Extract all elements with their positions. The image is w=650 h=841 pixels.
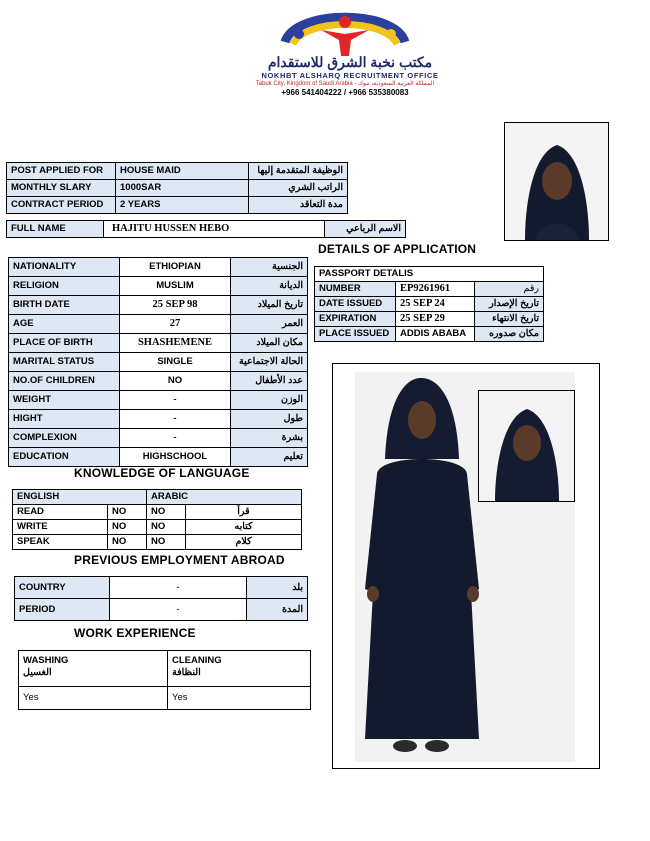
- table-row: [19, 687, 311, 710]
- table-row: [9, 391, 308, 410]
- personal-value: -: [120, 410, 231, 429]
- table-row: [315, 267, 544, 282]
- full-body-photo: [332, 363, 600, 769]
- table-row: [315, 312, 544, 327]
- personal-label-ar: طول: [231, 410, 308, 429]
- personal-value: -: [120, 391, 231, 410]
- personal-label-ar: الديانة: [231, 277, 308, 296]
- personal-label-ar: تعليم: [231, 448, 308, 467]
- personal-label: MARITAL STATUS: [9, 353, 120, 372]
- language-skill: WRITE: [13, 520, 108, 535]
- table-row: [9, 353, 308, 372]
- table-row: [13, 520, 302, 535]
- portrait-person-icon: [505, 123, 608, 240]
- previous-label-ar: بلد: [247, 577, 308, 599]
- personal-value: 27: [120, 315, 231, 334]
- language-skill-ar: كتابه: [186, 520, 302, 535]
- work-item-label: CLEANING: [172, 655, 222, 666]
- passport-label-ar: مكان صدوره: [475, 327, 544, 342]
- table-row: [7, 180, 348, 197]
- table-row: [13, 505, 302, 520]
- language-title: KNOWLEDGE OF LANGUAGE: [74, 466, 250, 480]
- personal-label: AGE: [9, 315, 120, 334]
- inset-portrait-photo: [478, 390, 575, 502]
- table-row: [15, 577, 308, 599]
- full-name-label: FULL NAME: [7, 221, 104, 238]
- work-item-label-ar: النظافة: [172, 666, 201, 678]
- personal-label-ar: بشرة: [231, 429, 308, 448]
- full-name-label-ar: الاسم الرباعي: [325, 221, 406, 238]
- language-english-value: NO: [108, 520, 147, 535]
- passport-label-ar: تاريخ الإصدار: [475, 297, 544, 312]
- work-item-value: Yes: [19, 687, 168, 710]
- work-item-label-ar: الغسيل: [23, 666, 52, 678]
- job-label-ar: الراتب الشري: [249, 180, 348, 197]
- language-english-value: NO: [108, 535, 147, 550]
- office-name-en: NOKHBT ALSHARQ RECRUITMENT OFFICE: [261, 71, 439, 80]
- personal-value: MUSLIM: [120, 277, 231, 296]
- passport-value: EP9261961: [396, 282, 475, 297]
- table-row: [9, 429, 308, 448]
- passport-label-ar: تاريخ الانتهاء: [475, 312, 544, 327]
- table-row: [9, 410, 308, 429]
- table-row: [9, 334, 308, 353]
- table-row: [13, 535, 302, 550]
- language-arabic-value: NO: [147, 505, 186, 520]
- work-item-value: Yes: [168, 687, 311, 710]
- table-row: [7, 163, 348, 180]
- job-label: MONTHLY SLARY: [7, 180, 116, 197]
- passport-label: EXPIRATION: [315, 312, 396, 327]
- personal-table: [8, 257, 308, 467]
- language-english-header: ENGLISH: [13, 490, 147, 505]
- personal-label: PLACE OF BIRTH: [9, 334, 120, 353]
- personal-value: HIGHSCHOOL: [120, 448, 231, 467]
- previous-employment-table: [14, 576, 308, 621]
- language-skill-ar: كلام: [186, 535, 302, 550]
- job-value: 1000SAR: [116, 180, 249, 197]
- table-row: [9, 296, 308, 315]
- personal-label-ar: الجنسية: [231, 258, 308, 277]
- job-table: [6, 162, 348, 214]
- table-row: [315, 327, 544, 342]
- personal-label: RELIGION: [9, 277, 120, 296]
- table-row: [7, 197, 348, 214]
- language-skill: SPEAK: [13, 535, 108, 550]
- passport-value: 25 SEP 29: [396, 312, 475, 327]
- table-row: [9, 448, 308, 467]
- details-title: DETAILS OF APPLICATION: [318, 242, 477, 256]
- personal-value: NO: [120, 372, 231, 391]
- passport-label: DATE ISSUED: [315, 297, 396, 312]
- work-experience-title: WORK EXPERIENCE: [74, 626, 196, 640]
- table-row: [15, 599, 308, 621]
- table-row: [315, 282, 544, 297]
- job-value: HOUSE MAID: [116, 163, 249, 180]
- personal-value: ETHIOPIAN: [120, 258, 231, 277]
- personal-label: BIRTH DATE: [9, 296, 120, 315]
- full-name-value: HAJITU HUSSEN HEBO: [104, 221, 325, 238]
- full-name-table: [6, 220, 406, 238]
- personal-label-ar: تاريخ الميلاد: [231, 296, 308, 315]
- job-label-ar: مدة التعاقد: [249, 197, 348, 214]
- office-phones: +966 541404222 / +966 535380083: [281, 88, 409, 97]
- table-row: [7, 221, 406, 238]
- previous-label: PERIOD: [15, 599, 110, 621]
- previous-label-ar: المدة: [247, 599, 308, 621]
- personal-label-ar: عدد الأطفال: [231, 372, 308, 391]
- table-row: [9, 315, 308, 334]
- table-row: [9, 258, 308, 277]
- personal-label-ar: الحالة الاجتماعية: [231, 353, 308, 372]
- passport-label: PLACE ISSUED: [315, 327, 396, 342]
- personal-label-ar: مكان الميلاد: [231, 334, 308, 353]
- language-arabic-header: ARABIC: [147, 490, 302, 505]
- work-item-cleaning: [168, 651, 311, 687]
- passport-label: NUMBER: [315, 282, 396, 297]
- language-arabic-value: NO: [147, 520, 186, 535]
- previous-value: -: [110, 577, 247, 599]
- table-row: [9, 277, 308, 296]
- personal-label: NO.OF CHILDREN: [9, 372, 120, 391]
- passport-value: 25 SEP 24: [396, 297, 475, 312]
- passport-label-ar: رقم: [475, 282, 544, 297]
- portrait-photo: [504, 122, 609, 241]
- office-name-ar: مكتب نخبة الشرق للاستقدام: [267, 54, 433, 70]
- inset-portrait-person-icon: [479, 391, 574, 501]
- passport-table: [314, 266, 544, 342]
- work-item-label: WASHING: [23, 655, 69, 666]
- table-row: [13, 490, 302, 505]
- table-row: [315, 297, 544, 312]
- office-address: Tabuk City, Kingdom of Saudi Arabia - المملكة العربية السعودية، تبوك: [255, 81, 435, 87]
- language-table: [12, 489, 302, 550]
- personal-label: HIGHT: [9, 410, 120, 429]
- work-experience-table: [18, 650, 311, 710]
- previous-employment-title: PREVIOUS EMPLOYMENT ABROAD: [74, 553, 285, 567]
- personal-label: NATIONALITY: [9, 258, 120, 277]
- personal-value: 25 SEP 98: [120, 296, 231, 315]
- previous-value: -: [110, 599, 247, 621]
- passport-title: PASSPORT DETALIS: [315, 267, 544, 282]
- personal-label-ar: الوزن: [231, 391, 308, 410]
- job-label: CONTRACT PERIOD: [7, 197, 116, 214]
- personal-value: SINGLE: [120, 353, 231, 372]
- table-row: [19, 651, 311, 687]
- language-skill: READ: [13, 505, 108, 520]
- passport-value: ADDIS ABABA: [396, 327, 475, 342]
- personal-label: WEIGHT: [9, 391, 120, 410]
- work-item-washing: [19, 651, 168, 687]
- personal-value: SHASHEMENE: [120, 334, 231, 353]
- language-skill-ar: قرأ: [186, 505, 302, 520]
- job-label-ar: الوظيفة المتقدمة إليها: [249, 163, 348, 180]
- job-label: POST APPLIED FOR: [7, 163, 116, 180]
- personal-label-ar: العمر: [231, 315, 308, 334]
- personal-label: COMPLEXION: [9, 429, 120, 448]
- job-value: 2 YEARS: [116, 197, 249, 214]
- table-row: [9, 372, 308, 391]
- previous-label: COUNTRY: [15, 577, 110, 599]
- language-english-value: NO: [108, 505, 147, 520]
- language-arabic-value: NO: [147, 535, 186, 550]
- personal-label: EDUCATION: [9, 448, 120, 467]
- personal-value: -: [120, 429, 231, 448]
